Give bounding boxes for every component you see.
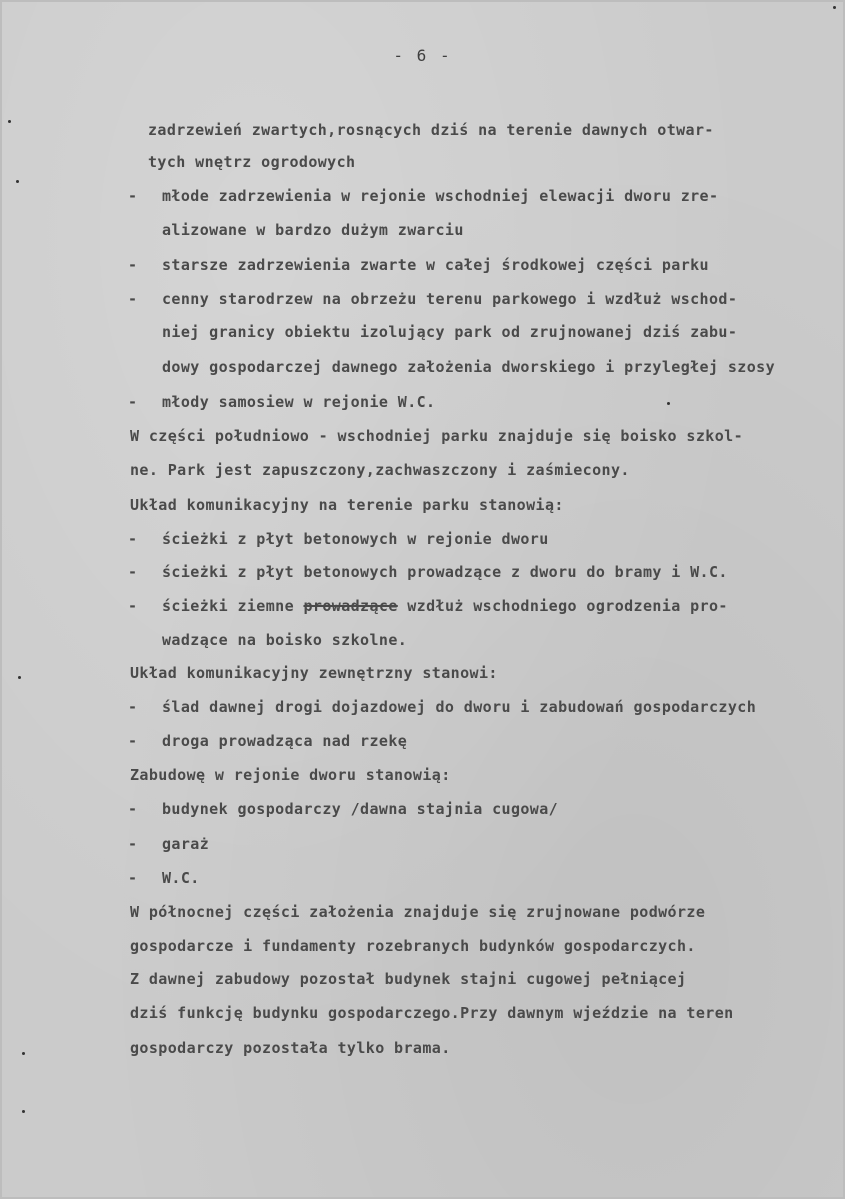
text-line: W północnej części założenia znajduje się zrujnowane podwórze [130, 903, 706, 921]
text-line: garaż [162, 835, 210, 853]
text-line: cenny starodrzew na obrzeżu terenu parkowego i wzdłuż wschod- [162, 290, 738, 308]
text-line: niej granicy obiektu izolujący park od zrujnowanej dziś zabu- [162, 323, 738, 341]
text-line: ślad dawnej drogi dojazdowej do dworu i zabudowań gospodarczych [162, 698, 757, 716]
page-number: - 6 - [393, 46, 452, 65]
text-line: Z dawnej zabudowy pozostał budynek stajni cugowej pełniącej [130, 970, 687, 988]
scan-speck [22, 1110, 25, 1113]
text-segment: ścieżki ziemne [162, 597, 295, 615]
scan-speck [8, 120, 11, 123]
text-line: Zabudowę w rejonie dworu stanowią: [130, 766, 451, 784]
scan-speck [18, 676, 21, 679]
list-bullet: - [128, 835, 138, 853]
text-line: ne. Park jest zapuszczony,zachwaszczony i zaśmiecony. [130, 461, 630, 479]
text-line: gospodarczy pozostała tylko brama. [130, 1039, 451, 1057]
list-bullet: - [128, 393, 138, 411]
text-line: wadzące na boisko szkolne. [162, 631, 408, 649]
scan-speck [833, 6, 836, 9]
struck-through-word: prowadzące [303, 597, 398, 615]
text-line: alizowane w bardzo dużym zwarciu [162, 221, 464, 239]
list-bullet: - [128, 530, 138, 548]
text-line: młode zadrzewienia w rejonie wschodniej elewacji dworu zre- [162, 187, 719, 205]
text-line: starsze zadrzewienia zwarte w całej środkowej części parku [162, 256, 709, 274]
text-line: W.C. [162, 869, 200, 887]
text-line: zadrzewień zwartych,rosnących dziś na terenie dawnych otwar- [148, 121, 714, 139]
text-segment: wzdłuż wschodniego ogrodzenia pro- [407, 597, 728, 615]
text-line: droga prowadząca nad rzekę [162, 732, 408, 750]
text-line: tych wnętrz ogrodowych [148, 153, 356, 171]
text-line: ścieżki z płyt betonowych w rejonie dworu [162, 530, 549, 548]
list-bullet: - [128, 187, 138, 205]
scan-speck [22, 1052, 25, 1055]
text-line: dowy gospodarczej dawnego założenia dworskiego i przyległej szosy [162, 358, 775, 376]
scan-speck [667, 402, 670, 405]
list-bullet: - [128, 597, 138, 615]
list-bullet: - [128, 800, 138, 818]
list-bullet: - [128, 869, 138, 887]
list-bullet: - [128, 698, 138, 716]
list-bullet: - [128, 732, 138, 750]
text-line [162, 597, 728, 615]
scan-speck [16, 180, 19, 183]
list-bullet: - [128, 563, 138, 581]
text-line: dziś funkcję budynku gospodarczego.Przy dawnym wjeździe na teren [130, 1004, 734, 1022]
text-line: Układ komunikacyjny na terenie parku stanowią: [130, 496, 564, 514]
text-line: młody samosiew w rejonie W.C. [162, 393, 436, 411]
text-line: Układ komunikacyjny zewnętrzny stanowi: [130, 664, 498, 682]
text-line: ścieżki z płyt betonowych prowadzące z dworu do bramy i W.C. [162, 563, 728, 581]
text-line: budynek gospodarczy /dawna stajnia cugowa/ [162, 800, 559, 818]
list-bullet: - [128, 290, 138, 308]
list-bullet: - [128, 256, 138, 274]
text-line: gospodarcze i fundamenty rozebranych budynków gospodarczych. [130, 937, 696, 955]
text-line: W części południowo - wschodniej parku znajduje się boisko szkol- [130, 427, 743, 445]
